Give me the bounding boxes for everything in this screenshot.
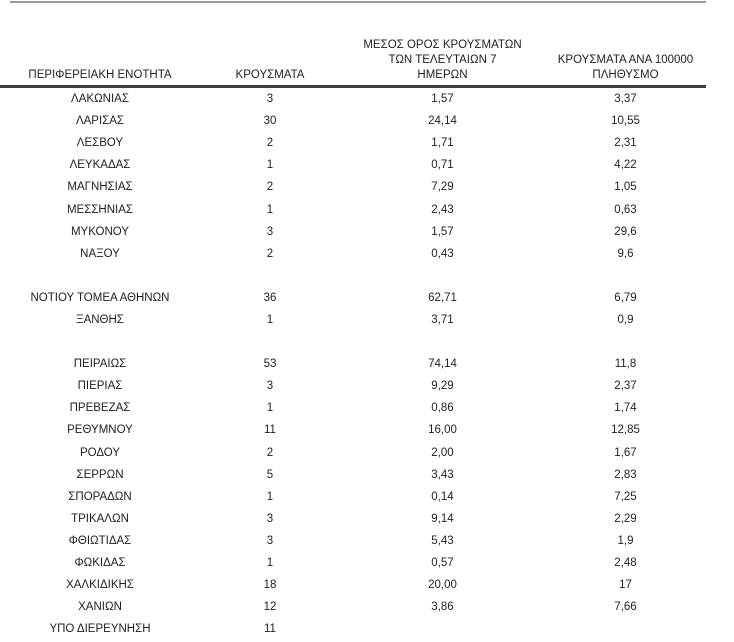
table-header: [0, 0, 706, 87]
cases-cell: [200, 331, 340, 353]
table-row: [0, 287, 706, 309]
avg7-cell: 62,71: [428, 291, 457, 304]
column-header-per100k-line2: ΠΛΗΘΥΣΜΟ: [592, 69, 659, 81]
table-row: [0, 419, 706, 441]
per100k-cell: 1,67: [614, 446, 637, 459]
cases-cell: 1: [266, 203, 274, 216]
region-cell: ΥΠΟ ΔΙΕΡΕΥΝΗΣΗ: [49, 623, 151, 636]
column-header-region: [0, 0, 200, 87]
avg7-cell: 7,29: [431, 181, 454, 194]
avg7-cell: [340, 331, 545, 353]
cases-cell: 12: [263, 601, 277, 614]
region-cell: ΠΙΕΡΙΑΣ: [77, 380, 123, 393]
avg7-cell: 1,71: [431, 137, 454, 150]
region-cell: ΦΩΚΙΔΑΣ: [74, 557, 126, 570]
per100k-cell: 12,85: [611, 424, 640, 437]
avg7-cell: 2,00: [431, 446, 454, 459]
table-row: [0, 486, 706, 508]
per100k-cell: [545, 331, 706, 353]
region-cell: ΡΕΘΥΜΝΟΥ: [67, 424, 133, 437]
per100k-cell: 2,37: [614, 380, 637, 393]
table-body: [0, 87, 706, 641]
region-cell: ΦΘΙΩΤΙΔΑΣ: [68, 534, 132, 547]
table-row: [0, 375, 706, 397]
cases-cell: 3: [266, 380, 274, 393]
region-cell: ΜΕΣΣΗΝΙΑΣ: [66, 203, 134, 216]
table-row: [0, 353, 706, 375]
region-cell: ΞΑΝΘΗΣ: [76, 313, 124, 326]
region-cell: ΜΑΓΝΗΣΙΑΣ: [67, 181, 133, 194]
cases-cell: 1: [266, 402, 274, 415]
region-cell: ΧΑΝΙΩΝ: [78, 601, 122, 614]
region-cell: ΧΑΛΚΙΔΙΚΗΣ: [66, 579, 134, 592]
cases-cell: 5: [266, 468, 274, 481]
cases-cell: 53: [263, 358, 277, 371]
cases-cell: 18: [263, 579, 277, 592]
table-row: [0, 221, 706, 243]
header-row: [0, 0, 706, 87]
cases-cell: 2: [266, 446, 274, 459]
column-header-avg7-line1: ΜΕΣΟΣ ΟΡΟΣ ΚΡΟΥΣΜΑΤΩΝ: [363, 39, 522, 51]
cases-cell: 1: [266, 490, 274, 503]
column-header-avg7-line2: ΤΩΝ ΤΕΛΕΥΤΑΙΩΝ 7: [388, 54, 497, 66]
avg7-cell: 1,57: [431, 225, 454, 238]
region-cell: ΠΡΕΒΕΖΑΣ: [69, 402, 131, 415]
region-cell: [0, 265, 200, 287]
avg7-cell: 0,14: [431, 490, 454, 503]
avg7-cell: 20,00: [428, 579, 457, 592]
table-row: [0, 110, 706, 132]
avg7-cell: 0,57: [431, 557, 454, 570]
column-header-per100k-line1: ΚΡΟΥΣΜΑΤΑ ΑΝΑ 100000: [557, 54, 694, 66]
per100k-cell: 29,6: [614, 225, 637, 238]
cases-cell: 1: [266, 313, 274, 326]
region-cell: ΡΟΔΟΥ: [79, 446, 121, 459]
per100k-cell: 10,55: [611, 115, 640, 128]
cases-cell: 30: [263, 115, 277, 128]
region-cell: ΤΡΙΚΑΛΩΝ: [71, 512, 129, 525]
per100k-cell: 17: [619, 579, 632, 592]
region-cell: [0, 331, 200, 353]
avg7-cell: 1,57: [431, 93, 454, 106]
avg7-cell: 3,43: [431, 468, 454, 481]
per100k-cell: 6,79: [614, 291, 637, 304]
per100k-cell: 4,22: [614, 159, 637, 172]
avg7-cell: 16,00: [428, 424, 457, 437]
cases-cell: 2: [266, 247, 274, 260]
per100k-cell: 9,6: [617, 247, 634, 260]
table-row: [0, 87, 706, 111]
avg7-cell: 0,71: [431, 159, 454, 172]
column-header-per100k: [545, 0, 706, 87]
region-cell: ΠΕΙΡΑΙΩΣ: [73, 358, 127, 371]
avg7-cell: 24,14: [428, 115, 457, 128]
avg7-cell: 3,86: [431, 601, 454, 614]
region-cell: ΝΟΤΙΟΥ ΤΟΜΕΑ ΑΘΗΝΩΝ: [30, 291, 170, 304]
cases-cell: 1: [266, 557, 274, 570]
per100k-cell: [545, 618, 706, 640]
avg7-cell: 2,43: [431, 203, 454, 216]
region-cell: ΝΑΞΟΥ: [80, 247, 120, 260]
region-cell: ΜΥΚΟΝΟΥ: [70, 225, 130, 238]
per100k-cell: 3,37: [614, 93, 637, 106]
per100k-cell: 2,48: [614, 557, 637, 570]
region-cell: ΛΕΣΒΟΥ: [76, 137, 124, 150]
per100k-cell: 0,9: [617, 313, 634, 326]
region-cell: ΛΕΥΚΑΔΑΣ: [69, 159, 131, 172]
table-row: [0, 508, 706, 530]
cases-cell: 2: [266, 181, 274, 194]
per100k-cell: 0,63: [614, 203, 637, 216]
cases-cell: 11: [264, 623, 276, 636]
cases-cell: [200, 265, 340, 287]
column-header-cases-label: ΚΡΟΥΣΜΑΤΑ: [235, 69, 305, 81]
per100k-cell: 2,83: [614, 468, 637, 481]
avg7-cell: 0,43: [431, 247, 454, 260]
avg7-cell: 74,14: [428, 358, 457, 371]
per100k-cell: [545, 265, 706, 287]
region-cell: ΣΠΟΡΑΔΩΝ: [68, 490, 132, 503]
table-row: [0, 596, 706, 618]
avg7-cell: 0,86: [431, 402, 454, 415]
table-row: [0, 243, 706, 265]
spacer-row: [0, 265, 706, 287]
spacer-row: [0, 331, 706, 353]
column-header-region-label: ΠΕΡΙΦΕΡΕΙΑΚΗ ΕΝΟΤΗΤΑ: [28, 69, 172, 81]
table-row: [0, 574, 706, 596]
cases-cell: 3: [266, 225, 274, 238]
cases-cell: 36: [263, 291, 277, 304]
per100k-cell: 11,8: [614, 358, 637, 371]
table-row: [0, 132, 706, 154]
table-row: [0, 552, 706, 574]
cases-cell: 3: [266, 534, 274, 547]
avg7-cell: 9,29: [431, 380, 454, 393]
table-row: [0, 309, 706, 331]
region-cell: ΣΕΡΡΩΝ: [76, 468, 124, 481]
cases-cell: 3: [266, 93, 274, 106]
per100k-cell: 2,29: [614, 512, 637, 525]
region-cell: ΛΑΚΩΝΙΑΣ: [71, 93, 129, 106]
per100k-cell: 7,25: [614, 490, 637, 503]
per100k-cell: 1,9: [617, 534, 634, 547]
table-row: [0, 530, 706, 552]
table-row: [0, 464, 706, 486]
column-header-cases: [200, 0, 340, 87]
table-row: [0, 618, 706, 640]
table-row: [0, 154, 706, 176]
avg7-cell: [340, 618, 545, 640]
cases-cell: 11: [264, 424, 276, 437]
avg7-cell: 9,14: [431, 512, 454, 525]
column-header-avg7-line3: ΗΜΕΡΩΝ: [417, 69, 468, 81]
table-row: [0, 397, 706, 419]
avg7-cell: 5,43: [431, 534, 454, 547]
table-row: [0, 198, 706, 220]
per100k-cell: 1,05: [614, 181, 637, 194]
avg7-cell: [340, 265, 545, 287]
cases-cell: 3: [266, 512, 274, 525]
per100k-cell: 7,66: [614, 601, 637, 614]
cases-cell: 2: [266, 137, 274, 150]
per100k-cell: 1,74: [614, 402, 637, 415]
table-row: [0, 442, 706, 464]
avg7-cell: 3,71: [431, 313, 454, 326]
cases-cell: 1: [266, 159, 274, 172]
region-cell: ΛΑΡΙΣΑΣ: [75, 115, 125, 128]
table-row: [0, 176, 706, 198]
column-header-avg7: [340, 0, 545, 87]
per100k-cell: 2,31: [614, 137, 637, 150]
